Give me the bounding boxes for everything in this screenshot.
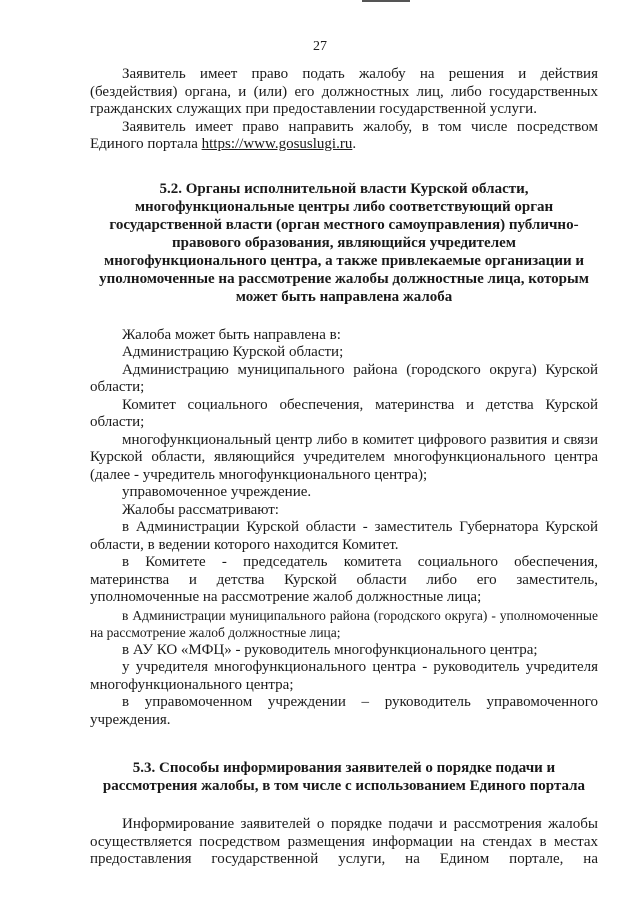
section-heading-5-3: 5.3. Способы информирования заявителей о порядке подачи и рассмотрения жалобы, в том числе с использованием Единого портала — [102, 760, 586, 794]
list-item: управомоченное учреждение. — [122, 484, 312, 500]
list-item: Жалобы рассматривают: — [122, 501, 279, 518]
list-item: в АУ КО «МФЦ» - руководитель многофункционального центра; — [122, 641, 538, 658]
list-item: Комитет социального обеспечения, материнства и детства Курской области; — [90, 396, 598, 430]
top-rule — [362, 0, 410, 2]
list-item: Администрацию Курской области; — [122, 344, 344, 360]
section-heading-5-2: 5.2. Органы исполнительной власти Курской области, многофункциональные центры либо соответствующий орган государственной власти (орган местного самоуправления) публично-правового образования, являющийся учредителем многофункционального центра, а также привлекаемые организации и уполномоченные на рассмотрение жалобы должностные лица, которым может быть направлена жалоба — [99, 180, 589, 305]
page-number: 27 — [313, 39, 327, 54]
paragraph-right-to-complain: Заявитель имеет право подать жалобу на решения и действия (бездействия) органа, и (или) его должностных лиц, либо государственных гражданских служащих при предоставлении государственной услуги. — [90, 66, 598, 117]
list-item: многофункциональный центр либо в комитет цифрового развития и связи Курской области, являющийся учредителем многофункционального центра (далее - учредитель многофункционального центра); — [90, 431, 598, 483]
list-item: у учредителя многофункционального центра - руководитель учредителя многофункционального центра; — [90, 659, 598, 693]
list-item: в Комитете - председатель комитета социального обеспечения, материнства и детства Курской области либо его заместитель, уполномоченные на рассмотрение жалоб должностные лица; — [90, 554, 598, 605]
paragraph-informing: Информирование заявителей о порядке подачи и рассмотрения жалобы осуществляется посредством размещения информации на стендах в местах предоставления государственной услуги, на Едином портале, на — [90, 816, 598, 867]
list-item: Администрацию муниципального района (городского округа) Курской области; — [90, 361, 598, 395]
document-body — [90, 66, 598, 869]
portal-text-end: . — [352, 136, 357, 152]
paragraph-portal — [90, 119, 598, 154]
gosuslugi-link[interactable]: https://www.gosuslugi.ru — [201, 136, 353, 152]
portal-text: Заявитель имеет право направить жалобу, в том числе посредством Единого портала — [90, 118, 598, 152]
list-item: в Администрации Курской области - заместитель Губернатора Курской области, в ведении которого находится Комитет. — [90, 519, 598, 553]
list-item: в управомоченном учреждении – руководитель управомоченного учреждения. — [90, 694, 598, 728]
list-item: Жалоба может быть направлена в: — [122, 326, 341, 343]
list-item: в Администрации муниципального района (городского округа) - уполномоченные на рассмотрение жалоб должностные лица; — [90, 607, 598, 640]
